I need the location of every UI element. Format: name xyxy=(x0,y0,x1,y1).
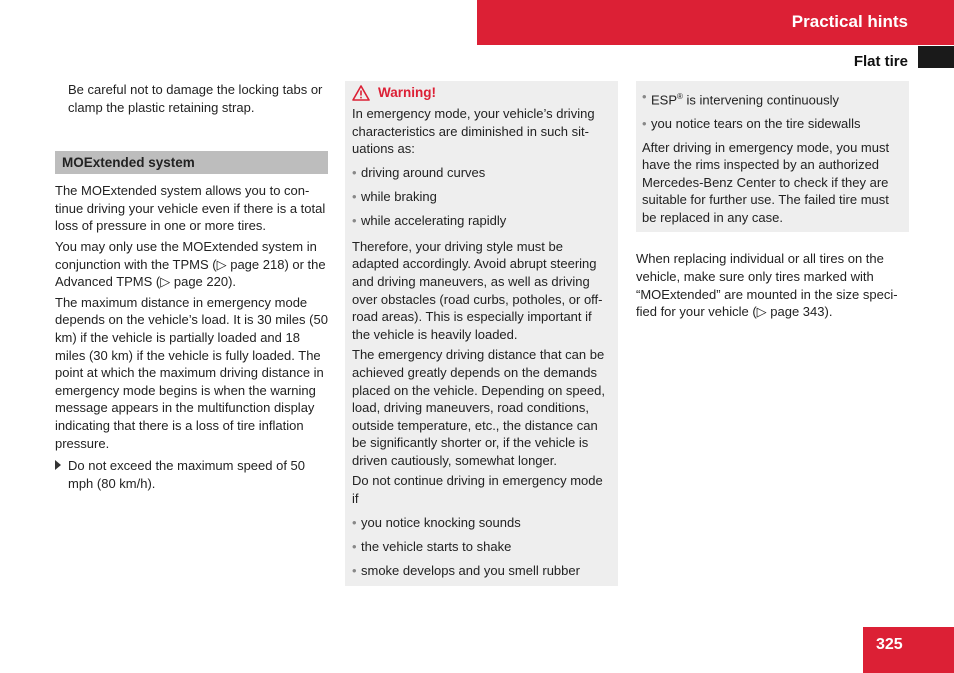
paragraph: Do not continue driving in emergency mode if xyxy=(352,473,603,507)
thumb-index-tab xyxy=(918,46,954,68)
list-item: • while braking xyxy=(352,188,611,206)
esp-label: ESP xyxy=(651,92,678,108)
list-item: • smoke develops and you smell rubber xyxy=(352,562,611,580)
paragraph: The MOExtended system allows you to continue driving your vehicle even if there is a total loss of pressure in one or more tires. xyxy=(55,183,326,234)
chapter-title: Practical hints xyxy=(791,12,908,31)
registered-mark: ® xyxy=(677,92,683,101)
paragraph: When replacing individual or all tires on the vehicle, make sure only tires marked with “MOExtended” are mounted in the size specified for your vehicle (▷ page 343). xyxy=(636,251,898,320)
list-item: • you notice tears on the tire sidewalls xyxy=(642,115,903,133)
paragraph: The emergency driving distance that can be achieved greatly depends on the demands placed on the vehicle. Depending on speed, load, driving maneuvers, road conditions, outside temperature, etc., the distance can be significantly shorter or, if the vehicle is driven cautiously, somewhat longer. xyxy=(352,347,605,468)
column-right xyxy=(636,81,909,324)
page-number: 325 xyxy=(876,636,903,653)
list-item: • driving around curves xyxy=(352,164,611,182)
instruction-item xyxy=(55,457,328,492)
section-heading: MOExtended system xyxy=(55,151,328,174)
paragraph: After driving in emergency mode, you must have the rims inspected by an authorized Mercedes-Benz Center to check if they are suitable for further use. The failed tire must be replaced in any case. xyxy=(642,139,890,225)
list-item: • the vehicle starts to shake xyxy=(352,538,611,556)
list-item: • you notice knocking sounds xyxy=(352,514,611,532)
section-subtitle: Flat tire xyxy=(853,53,908,70)
column-middle xyxy=(345,81,618,586)
list-item-text: is intervening continuously xyxy=(682,92,840,108)
bullet-list xyxy=(352,514,611,580)
paragraph: Therefore, your driving style must be adapted accordingly. Avoid abrupt steering and driving maneuvers, as well as driving over obstacles (road curbs, potholes, or off-road areas). This is especially important if the vehicle is heavily loaded. xyxy=(352,238,603,342)
warning-triangle-icon xyxy=(352,85,370,101)
list-item xyxy=(642,88,903,109)
arrow-icon xyxy=(55,460,61,470)
column-left xyxy=(55,81,328,492)
warning-continued-box xyxy=(636,81,909,232)
list-item: • while accelerating rapidly xyxy=(352,212,611,230)
warning-heading xyxy=(352,83,611,103)
warning-box xyxy=(345,81,618,586)
intro-text: Be careful not to damage the locking tabs or clamp the plastic retaining strap. xyxy=(68,82,323,115)
instruction-text: Do not exceed the maximum speed of 50 mph (80 km/h). xyxy=(68,458,306,491)
paragraph: The maximum distance in emergency mode depends on the vehicle’s load. It is 30 miles (50 km) if the vehicle is partially loaded and 18 miles (30 km) if the vehicle is fully loaded. The point at which the maximum driving distance in emergency mode begins is when the warning message appears in the multifunction display indicating that there is a loss of tire inflation pressure. xyxy=(55,294,328,451)
warning-title: Warning! xyxy=(378,85,436,101)
paragraph: In emergency mode, your vehicle’s driving characteristics are diminished in such situations as: xyxy=(352,106,595,157)
bullet-list xyxy=(352,164,611,230)
bullet-list xyxy=(642,88,903,133)
paragraph: You may only use the MOExtended system in conjunction with the TPMS (▷ page 218) or the Advanced TPMS (▷ page 220). xyxy=(55,238,326,290)
